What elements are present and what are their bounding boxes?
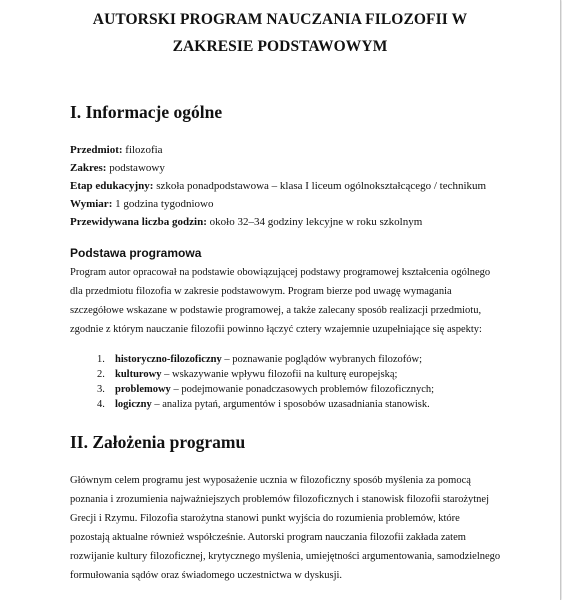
- aspect-desc: – analiza pytań, argumentów i sposobów uzasadniania stanowisk.: [151, 399, 430, 410]
- aspect-desc: – podejmowanie ponadczasowych problemów filozoficznych;: [170, 384, 435, 395]
- aspect-item: [97, 353, 422, 367]
- field-label: Etap edukacyjny:: [70, 180, 154, 192]
- section2-text-line: Grecji i Rzymu. Filozofia starożytna stanowi punkt wyjścia do rozumienia problemów, które: [70, 513, 460, 524]
- aspect-item: [97, 383, 434, 397]
- section1-heading: I. Informacje ogólne: [70, 102, 223, 122]
- aspect-term: problemowy: [115, 384, 171, 395]
- list-number: 1.: [97, 354, 105, 365]
- list-number: 4.: [97, 399, 105, 410]
- field-hours: [70, 197, 214, 211]
- section2-text-line: rozwijanie kultury filozoficznej, krytycznego myślenia, umiejętności argumentowania, samodzielnego: [70, 551, 501, 562]
- field-value: filozofia: [122, 144, 163, 156]
- aspect-item: [97, 398, 430, 412]
- field-label: Przedmiot:: [70, 144, 123, 156]
- list-number: 3.: [97, 384, 105, 395]
- field-subject: [70, 143, 163, 157]
- field-total-hours: [70, 215, 422, 229]
- section2-heading: II. Założenia programu: [70, 432, 246, 452]
- aspect-item: [97, 368, 397, 382]
- field-value: 1 godzina tygodniowo: [112, 198, 214, 210]
- aspect-desc: – wskazywanie wpływu filozofii na kulturę europejską;: [161, 369, 398, 380]
- section2-text-line: Głównym celem programu jest wyposażenie ucznia w filozoficzny sposób myślenia za pomocą: [70, 475, 471, 486]
- section2-text-line: poznania i zrozumienia najważniejszych problemów filozoficznych i stanowisk filozofii starożytnej: [70, 494, 489, 505]
- podstawa-text-line: zgodnie z którym nauczanie filozofii powinno łączyć cztery wzajemnie uzupełniające się aspekty:: [70, 324, 482, 335]
- aspect-term: logiczny: [115, 399, 152, 410]
- podstawa-text-line: Program autor opracował na podstawie obowiązującej podstawy programowej kształcenia ogólnego: [70, 267, 491, 278]
- field-label: Wymiar:: [70, 198, 113, 210]
- section2-text-line: formułowania sądów oraz świadomego uczestnictwa w dyskusji.: [70, 570, 343, 581]
- field-value: podstawowy: [106, 162, 165, 174]
- list-number: 2.: [97, 369, 105, 380]
- aspect-term: kulturowy: [115, 369, 162, 380]
- field-value: około 32–34 godziny lekcyjne w roku szkolnym: [206, 216, 423, 228]
- aspect-term: historyczno-filozoficzny: [115, 354, 222, 365]
- field-scope: [70, 161, 165, 175]
- podstawa-text-line: dla przedmiotu filozofia w zakresie podstawowym. Program bierze pod uwagę wymagania: [70, 286, 452, 297]
- field-stage: [70, 179, 486, 193]
- aspect-desc: – poznawanie poglądów wybranych filozofów;: [221, 354, 423, 365]
- document-title-line2: ZAKRESIE PODSTAWOWYM: [172, 38, 388, 55]
- field-value: szkoła ponadpodstawowa – klasa I liceum ogólnokształcącego / technikum: [153, 180, 487, 192]
- podstawa-text-line: szczegółowe wskazane w podstawie programowej, a także zalecany sposób realizacji przedmiotu,: [70, 305, 482, 316]
- document-title-line1: AUTORSKI PROGRAM NAUCZANIA FILOZOFII W: [92, 11, 468, 28]
- field-label: Przewidywana liczba godzin:: [70, 216, 207, 228]
- podstawa-heading: Podstawa programowa: [70, 246, 202, 260]
- field-label: Zakres:: [70, 162, 107, 174]
- section2-text-line: pozostają aktualne również współcześnie. Autorski program nauczania filozofii zakłada zatem: [70, 532, 466, 543]
